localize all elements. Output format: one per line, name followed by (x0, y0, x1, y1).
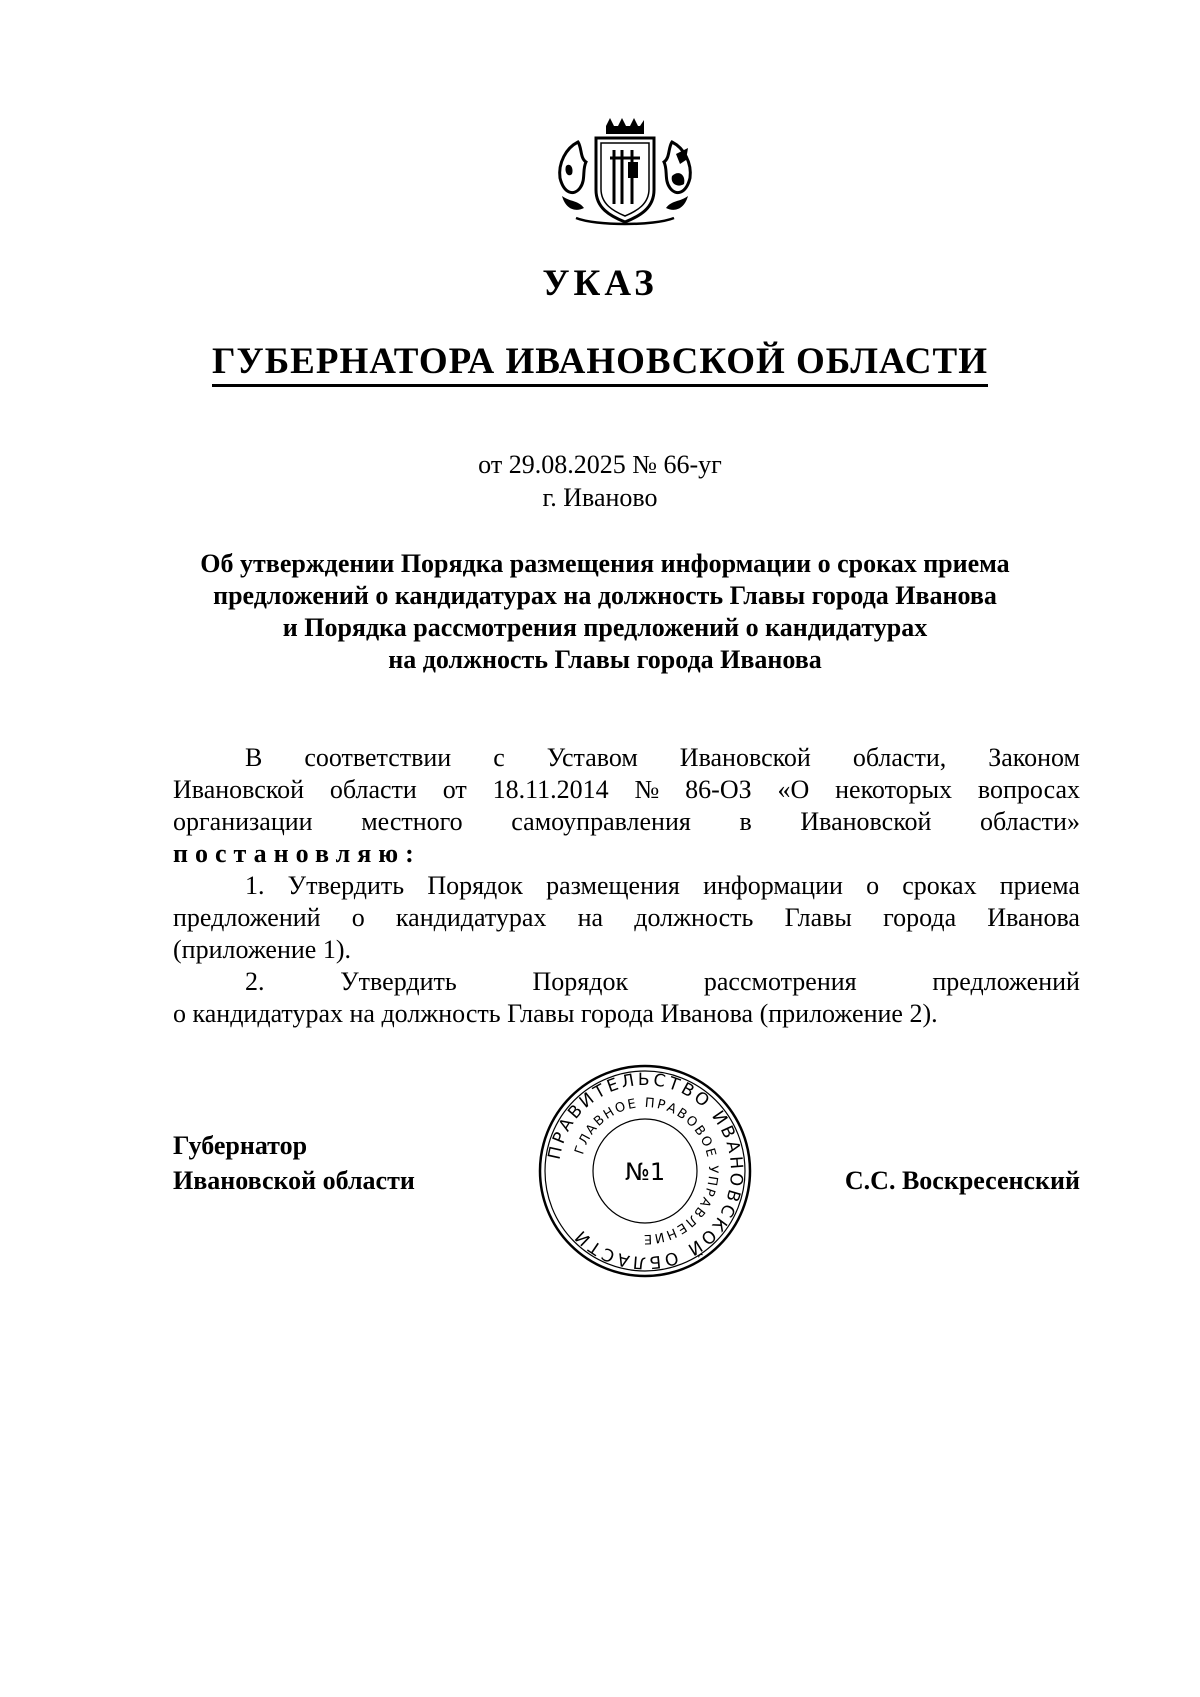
word: некоторых (835, 775, 953, 804)
word: Главы (784, 903, 852, 932)
document-date-number: от 29.08.2025 № 66-уг (478, 450, 722, 479)
preamble-line (173, 742, 1080, 774)
word: области (329, 775, 417, 804)
item-1-line (173, 870, 1080, 902)
word: Порядок (427, 871, 523, 900)
word: местного (361, 807, 463, 836)
word: о (351, 903, 365, 932)
word: Утвердить (287, 871, 405, 900)
subject-line: на должность Главы города Иванова (388, 645, 822, 674)
item-1-line: (приложение 1). (173, 935, 352, 964)
word: Иванова (987, 903, 1080, 932)
word: предложений (932, 967, 1080, 996)
word: области» (980, 807, 1080, 836)
word: о (866, 871, 880, 900)
word: рассмотрения (703, 967, 857, 996)
official-round-seal-icon (536, 1062, 754, 1280)
preamble-line (173, 774, 1080, 806)
word: сроках (902, 871, 977, 900)
word: информации (703, 871, 843, 900)
item-2-line: о кандидатурах на должность Главы города Иванова (приложение 2). (173, 999, 938, 1028)
signatory-position-line: Губернатор (173, 1131, 308, 1160)
word: Ивановской (800, 807, 932, 836)
word: В (245, 743, 263, 772)
ivanovo-coat-of-arms-icon (556, 118, 694, 230)
word: размещения (546, 871, 680, 900)
signatory-position-line: Ивановской области (173, 1166, 415, 1195)
word: Ивановской (173, 775, 305, 804)
word: должность (634, 903, 754, 932)
word: области, (852, 743, 947, 772)
word: приема (999, 871, 1080, 900)
word: вопросах (977, 775, 1080, 804)
word: самоуправления (511, 807, 691, 836)
subject-line: предложений о кандидатурах на должность Главы города Иванова (213, 581, 997, 610)
document-body (173, 742, 1080, 1030)
stamp-inner-text: ГЛАВНОЕ ПРАВОВОЕ УПРАВЛЕНИЕ (572, 1095, 721, 1247)
word: в (739, 807, 752, 836)
signatory-name: С.С. Воскресенский (844, 1166, 1080, 1195)
word: кандидатурах (395, 903, 547, 932)
word: 1. (245, 871, 265, 900)
subject-line: и Порядка рассмотрения предложений о кандидатурах (282, 613, 928, 642)
stamp-outer-text: ПРАВИТЕЛЬСТВО ИВАНОВСКОЙ ОБЛАСТИ (544, 1069, 747, 1273)
word: № (634, 775, 660, 804)
word: с (493, 743, 505, 772)
document-city: г. Иваново (542, 483, 658, 512)
document-title: УКАЗ (542, 263, 658, 304)
item-2-line (173, 966, 1080, 998)
word: 18.11.2014 (492, 775, 609, 804)
subject-line: Об утверждении Порядка размещения информации о сроках приема (200, 549, 1010, 578)
resolve-word: постановляю: (173, 839, 421, 868)
word: Законом (988, 743, 1080, 772)
word: организации (173, 807, 313, 836)
preamble-line (173, 806, 1080, 838)
stamp-number: №1 (624, 1158, 666, 1186)
word: от (442, 775, 467, 804)
word: города (883, 903, 957, 932)
document-subject (170, 548, 1040, 676)
word: Ивановской (679, 743, 811, 772)
document-issuer-text: ГУБЕРНАТОРА ИВАНОВСКОЙ ОБЛАСТИ (212, 341, 988, 387)
word: предложений (173, 903, 321, 932)
word: Порядок (532, 967, 629, 996)
document-issuer (0, 340, 1200, 383)
word: Утвердить (340, 967, 457, 996)
word: на (577, 903, 604, 932)
word: «О (777, 775, 810, 804)
word: 86-ОЗ (685, 775, 752, 804)
word: 2. (245, 967, 265, 996)
signatory-position (173, 1128, 415, 1198)
word: Уставом (546, 743, 638, 772)
word: соответствии (304, 743, 452, 772)
item-1-line (173, 902, 1080, 934)
